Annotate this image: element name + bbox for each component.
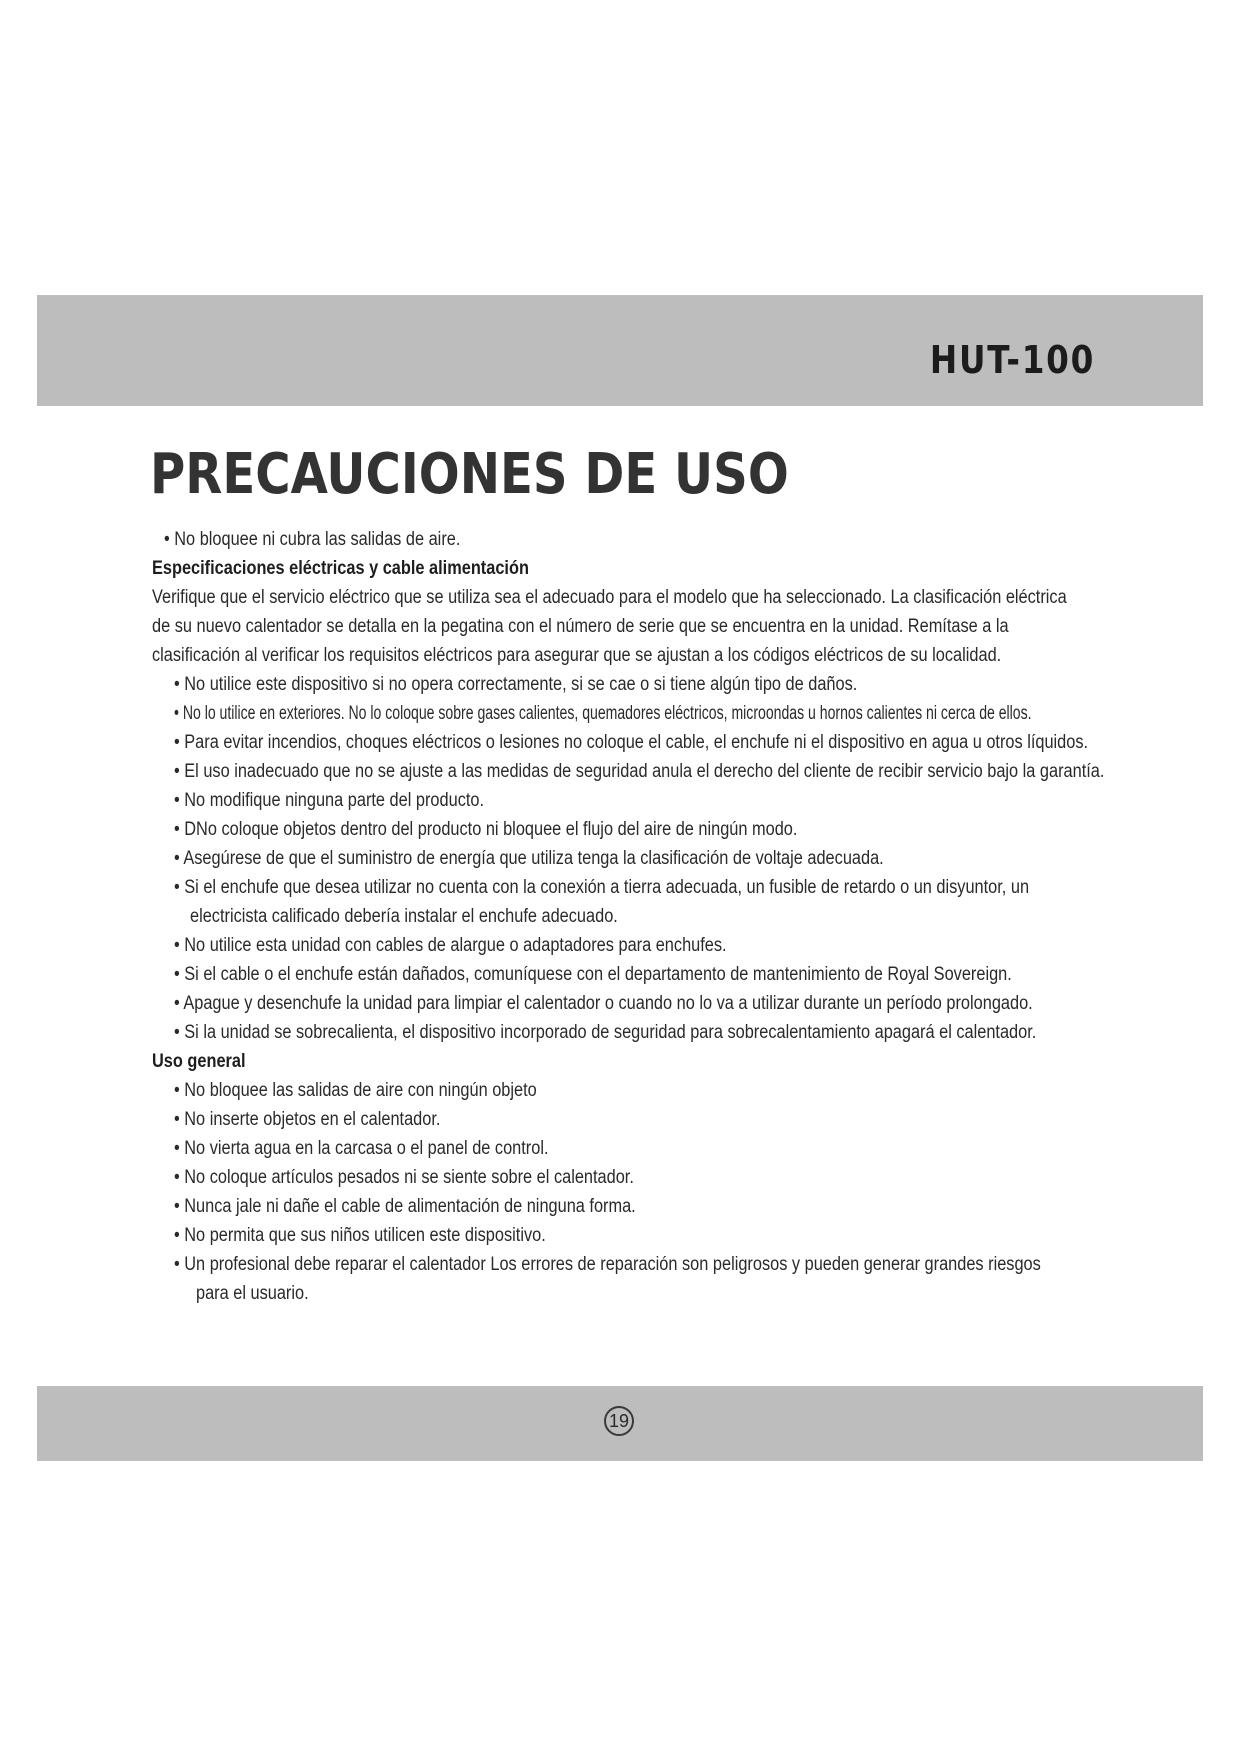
- electrical-bullet: • Apague y desenchufe la unidad para limpiar el calentador o cuando no lo va a utilizar durante un período prolongado.: [174, 993, 1033, 1014]
- electrical-bullet: • Si la unidad se sobrecalienta, el dispositivo incorporado de seguridad para sobrecalentamiento apagará el calentador.: [174, 1022, 1037, 1043]
- page-content: [152, 525, 1152, 1308]
- general-bullet: • Nunca jale ni dañe el cable de alimentación de ninguna forma.: [174, 1196, 636, 1217]
- general-bullet: • No coloque artículos pesados ni se siente sobre el calentador.: [174, 1167, 634, 1188]
- general-bullet: • No permita que sus niños utilicen este dispositivo.: [174, 1225, 546, 1246]
- header-band: [37, 295, 1203, 406]
- model-label: HUT-100: [929, 338, 1095, 382]
- general-bullet-continuation: para el usuario.: [196, 1283, 309, 1304]
- electrical-paragraph-line: Verifique que el servicio eléctrico que se utiliza sea el adecuado para el modelo que ha seleccionado. La clasificación eléctrica: [152, 587, 1067, 608]
- general-bullet: • No vierta agua en la carcasa o el panel de control.: [174, 1138, 549, 1159]
- page-title: PRECAUCIONES DE USO: [150, 442, 789, 507]
- electrical-paragraph-line: de su nuevo calentador se detalla en la pegatina con el número de serie que se encuentra en la unidad. Remítase a la: [152, 616, 1009, 637]
- general-bullet: • No bloquee las salidas de aire con ningún objeto: [174, 1080, 537, 1101]
- electrical-heading: Especificaciones eléctricas y cable alimentación: [152, 558, 529, 579]
- electrical-bullet: • Si el enchufe que desea utilizar no cuenta con la conexión a tierra adecuada, un fusible de retardo o un disyuntor, un: [174, 877, 1030, 898]
- general-bullet: • Un profesional debe reparar el calentador Los errores de reparación son peligrosos y pueden generar grandes riesgos: [174, 1254, 1041, 1275]
- electrical-bullet-continuation: electricista calificado debería instalar el enchufe adecuado.: [190, 906, 618, 927]
- electrical-bullet: • No lo utilice en exteriores. No lo coloque sobre gases calientes, quemadores eléctricos, microondas u hornos calientes ni cerca de ellos.: [174, 703, 1032, 724]
- electrical-bullet: • No utilice esta unidad con cables de alargue o adaptadores para enchufes.: [174, 935, 727, 956]
- electrical-bullet: • Para evitar incendios, choques eléctricos o lesiones no coloque el cable, el enchufe ni el dispositivo en agua u otros líquidos.: [174, 732, 1089, 753]
- footer-band: [37, 1386, 1203, 1461]
- electrical-paragraph-line: clasificación al verificar los requisitos eléctricos para asegurar que se ajustan a los códigos eléctricos de su localidad.: [152, 645, 1002, 666]
- page-number-badge: 19: [604, 1406, 634, 1436]
- electrical-bullet: • No utilice este dispositivo si no opera correctamente, si se cae o si tiene algún tipo de daños.: [174, 674, 858, 695]
- general-heading: Uso general: [152, 1051, 246, 1072]
- electrical-bullet: • DNo coloque objetos dentro del producto ni bloquee el flujo del aire de ningún modo.: [174, 819, 798, 840]
- electrical-bullet: • El uso inadecuado que no se ajuste a las medidas de seguridad anula el derecho del cliente de recibir servicio bajo la garantía.: [174, 761, 1105, 782]
- intro-bullet: • No bloquee ni cubra las salidas de aire.: [164, 529, 461, 550]
- electrical-bullet: • Si el cable o el enchufe están dañados, comuníquese con el departamento de mantenimiento de Royal Sovereign.: [174, 964, 1012, 985]
- electrical-bullet: • No modifique ninguna parte del producto.: [174, 790, 485, 811]
- general-bullet: • No inserte objetos en el calentador.: [174, 1109, 441, 1130]
- electrical-bullet: • Asegúrese de que el suministro de energía que utiliza tenga la clasificación de voltaje adecuada.: [174, 848, 884, 869]
